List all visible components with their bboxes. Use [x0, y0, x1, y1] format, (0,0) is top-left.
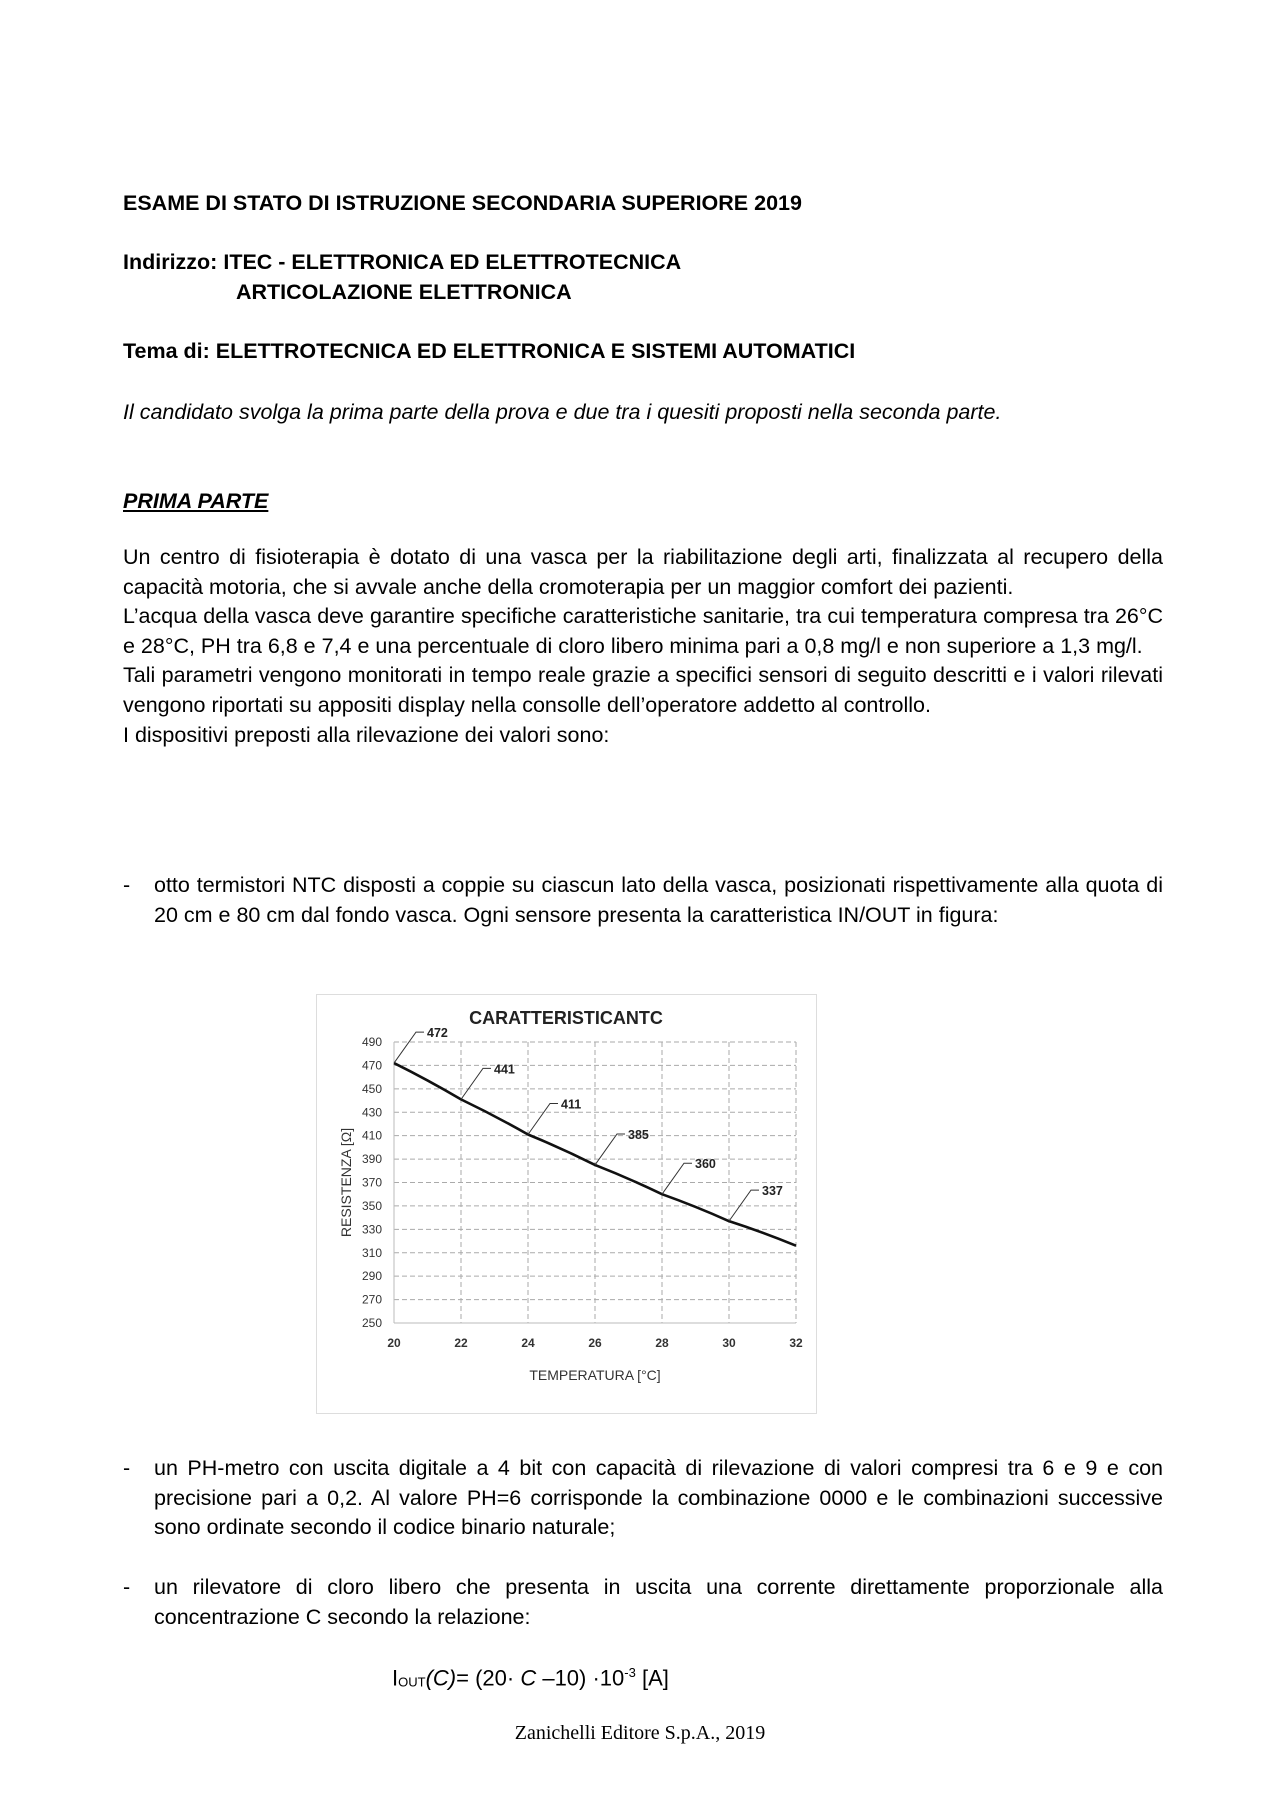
x-tick-label: 30: [722, 1336, 736, 1350]
bullet-dash: -: [123, 1456, 131, 1480]
data-label: 441: [494, 1062, 515, 1077]
data-label-leader: [461, 1068, 491, 1099]
ntc-chart: [316, 994, 817, 1414]
bullet-dash: -: [123, 1575, 131, 1599]
y-tick-label: 330: [361, 1222, 382, 1237]
bullet-dash: -: [123, 873, 131, 897]
formula-sup: -3: [624, 1665, 636, 1680]
data-label-leader: [662, 1163, 692, 1194]
exam-title: ESAME DI STATO DI ISTRUZIONE SECONDARIA SUPERIORE 2019: [123, 191, 802, 215]
x-tick-label: 26: [588, 1336, 602, 1350]
intro-text: [123, 543, 1163, 750]
section-title: PRIMA PARTE: [123, 489, 269, 513]
y-tick-label: 370: [361, 1175, 382, 1190]
data-label-leader: [595, 1134, 625, 1165]
formula-unit: [A]: [635, 1665, 669, 1691]
paragraph: Tali parametri vengono monitorati in tempo reale grazie a specifici sensori di seguito descritti e i valori rilevati vengono riportati su appositi display nella consolle dell’operatore addetto al controllo.: [123, 663, 1163, 717]
paragraph: I dispositivi preposti alla rilevazione dei valori sono:: [123, 722, 610, 747]
articolazione: ARTICOLAZIONE ELETTRONICA: [236, 280, 572, 304]
indirizzo-value: ITEC - ELETTRONICA ED ELETTROTECNICA: [223, 250, 682, 274]
data-label: 337: [762, 1184, 783, 1199]
bullet-text: un PH-metro con uscita digitale a 4 bit con capacità di rilevazione di valori compresi tra 6 e 9 e con precisione pari a 0,2. Al valore PH=6 corrisponde la combinazione 0000 e le combinazioni successive sono ordinate secondo il codice binario naturale;: [154, 1456, 1163, 1540]
data-label: 385: [628, 1127, 649, 1142]
data-label: 360: [695, 1157, 716, 1172]
bullet-text: un rilevatore di cloro libero che presenta in uscita una corrente direttamente proporzionale alla concentrazione C secondo la relazione:: [154, 1575, 1163, 1629]
x-tick-label: 20: [387, 1336, 401, 1350]
y-tick-label: 450: [361, 1081, 382, 1096]
y-tick-label: 410: [361, 1128, 382, 1143]
x-tick-label: 32: [789, 1336, 803, 1350]
instructions: Il candidato svolga la prima parte della prova e due tra i quesiti proposti nella seconda parte.: [123, 400, 1002, 424]
y-tick-label: 250: [361, 1316, 382, 1330]
indirizzo-label: Indirizzo:: [123, 250, 218, 274]
x-tick-label: 24: [521, 1336, 535, 1350]
formula-rest: –10) ·10: [536, 1665, 625, 1691]
data-label: 472: [427, 1026, 448, 1041]
y-axis-label: RESISTENZA [Ω]: [338, 1127, 354, 1238]
x-tick-label: 22: [454, 1336, 468, 1350]
y-tick-label: 390: [361, 1152, 382, 1167]
data-label: 411: [561, 1097, 582, 1112]
y-tick-label: 290: [361, 1269, 382, 1284]
y-tick-label: 430: [361, 1105, 382, 1120]
chart-title: CARATTERISTICANTC: [469, 1008, 663, 1028]
y-tick-label: 310: [361, 1245, 382, 1260]
paragraph: Un centro di fisioterapia è dotato di una vasca per la riabilitazione degli arti, finalizzata al recupero della capacità motoria, che si avvale anche della cromoterapia per un maggior comfort dei pazienti.: [123, 545, 1163, 599]
bullet-text: otto termistori NTC disposti a coppie su ciascun lato della vasca, posizionati rispettivamente alla quota di 20 cm e 80 cm dal fondo vasca. Ogni sensore presenta la caratteristica IN/OUT in figura:: [154, 873, 1163, 927]
x-tick-label: 28: [655, 1336, 669, 1350]
tema: [123, 337, 1163, 367]
paragraph: L’acqua della vasca deve garantire specifiche caratteristiche sanitarie, tra cui temperatura compresa tra 26°C e 28°C, PH tra 6,8 e 7,4 e una percentuale di cloro libero minima pari a 0,8 mg/l e non superiore a 1,3 mg/l.: [123, 604, 1163, 658]
formula: [392, 1665, 669, 1691]
bullet-item: [123, 1454, 1163, 1543]
formula-i: I: [392, 1665, 399, 1691]
footer: Zanichelli Editore S.p.A., 2019: [514, 1722, 766, 1744]
y-tick-label: 350: [361, 1198, 382, 1213]
tema-label: Tema di:: [123, 339, 210, 363]
formula-c: C: [520, 1665, 537, 1691]
chart-svg: [317, 995, 816, 1413]
formula-sub: OUT: [398, 1674, 426, 1690]
y-tick-label: 490: [361, 1035, 382, 1049]
bullet-item: [123, 1573, 1163, 1632]
bullet-item: [123, 871, 1163, 930]
formula-eq: = (20·: [456, 1665, 521, 1691]
y-tick-label: 270: [361, 1292, 382, 1307]
tema-value: ELETTROTECNICA ED ELETTRONICA E SISTEMI AUTOMATICI: [215, 339, 856, 363]
x-axis-label: TEMPERATURA [°C]: [529, 1367, 661, 1383]
formula-arg: (C): [425, 1665, 457, 1691]
data-label-leader: [528, 1103, 558, 1134]
y-tick-label: 470: [361, 1058, 382, 1073]
data-label-leader: [394, 1032, 424, 1063]
indirizzo: [123, 248, 1163, 278]
